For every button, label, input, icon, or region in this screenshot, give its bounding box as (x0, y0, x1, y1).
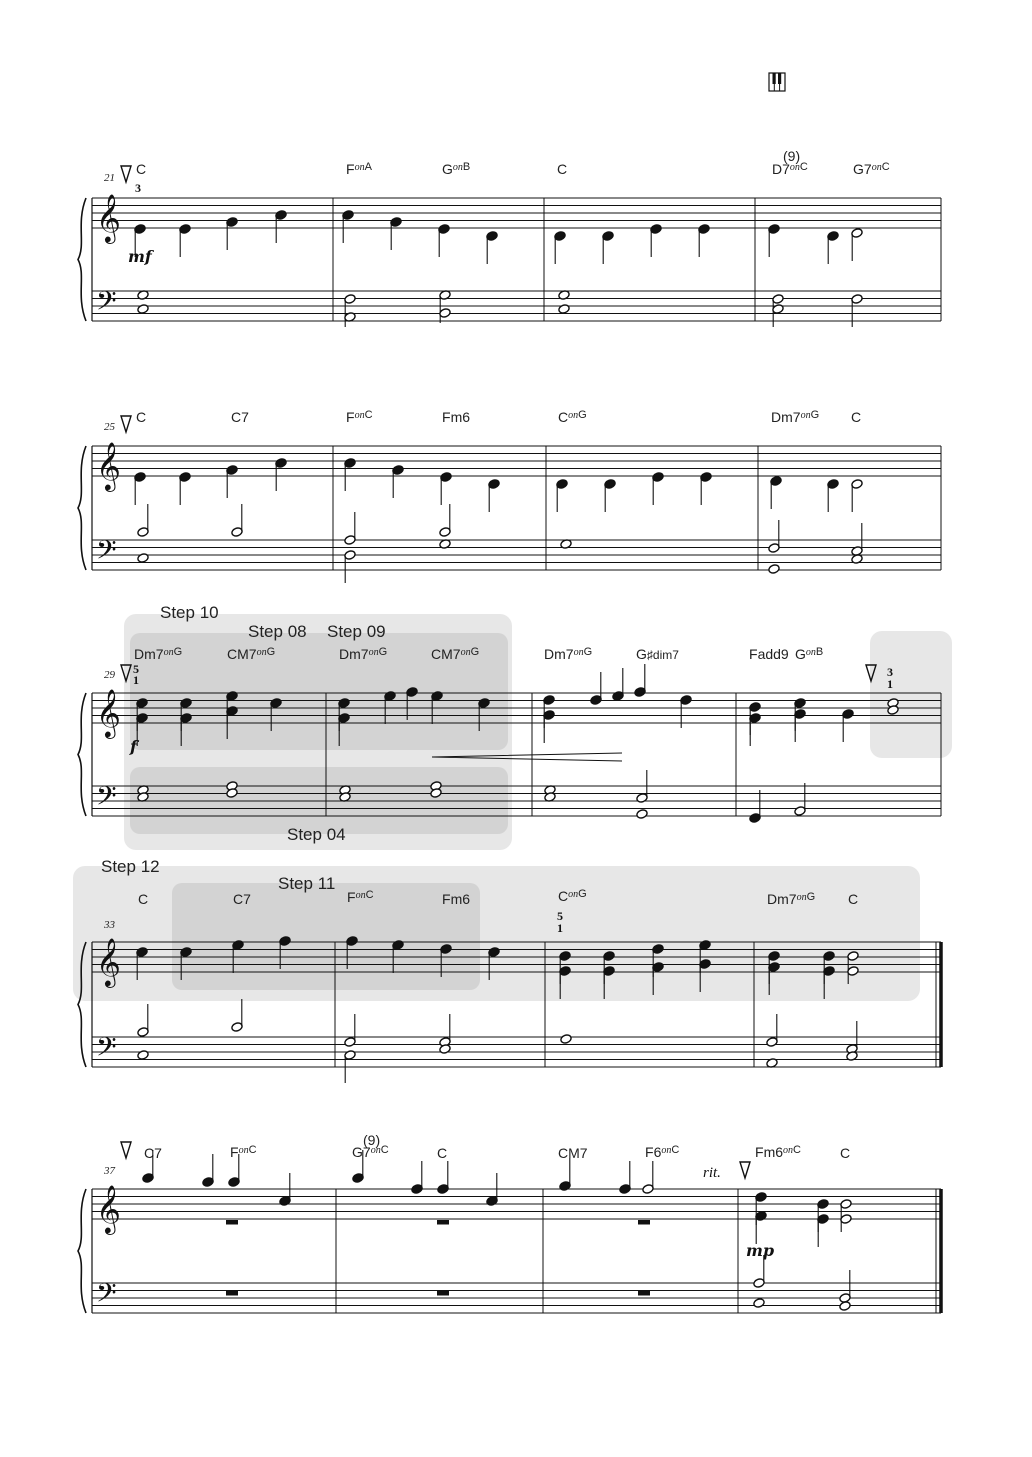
note (602, 231, 614, 264)
note (275, 210, 287, 243)
treble-clef-icon: 𝄞 (96, 937, 121, 986)
note (749, 713, 761, 746)
note (202, 1154, 214, 1187)
chord-symbol: G♯dim7 (636, 646, 679, 662)
treble-staff (92, 446, 941, 476)
note (344, 294, 356, 327)
grand-staff-system (78, 1184, 941, 1315)
whole-rest (226, 1291, 238, 1296)
note (619, 1161, 631, 1194)
chord-symbol: $F^{on}C$ (230, 1144, 257, 1160)
note (439, 1014, 451, 1047)
bass-clef-icon: 𝄢 (96, 285, 117, 323)
measure-number: 25 (104, 421, 115, 433)
note (560, 1034, 572, 1045)
note (612, 668, 624, 701)
note (636, 770, 648, 803)
note (342, 210, 354, 243)
bass-staff (92, 540, 941, 570)
dynamic-mark: mp (746, 1241, 775, 1260)
chord-symbol: $F^{on}A$ (346, 161, 372, 177)
step-11-label: Step 11 (278, 874, 336, 893)
note (755, 1211, 767, 1244)
measure-number: 21 (104, 172, 115, 184)
note (650, 224, 662, 257)
bass-staff (92, 1283, 941, 1313)
note (554, 231, 566, 264)
note (439, 504, 451, 537)
chord-symbol: $CM7^{on}G$ (227, 646, 276, 662)
treble-staff (92, 198, 941, 228)
chord-symbol: C7 (233, 891, 251, 907)
note (558, 304, 570, 315)
chord-symbol: $Dm7^{on}G$ (544, 646, 593, 662)
note (753, 1255, 765, 1288)
grand-staff-system (78, 193, 941, 323)
fingering: 5 (557, 909, 563, 923)
measure-number: 37 (104, 1165, 115, 1177)
whole-rest (226, 1220, 238, 1225)
note (846, 1021, 858, 1054)
chord-symbol: $F^{on}C$ (346, 409, 373, 425)
grand-staff-system (78, 441, 941, 572)
note (794, 783, 806, 816)
note (839, 1270, 851, 1303)
note (231, 999, 243, 1032)
note (344, 1014, 356, 1047)
chord-top: (9) (363, 1132, 381, 1148)
treble-clef-icon: 𝄞 (96, 1184, 121, 1233)
triangle-mark-icon (740, 1162, 750, 1178)
brace (78, 198, 86, 321)
chord-symbol: $Dm7^{on}G$ (134, 646, 183, 662)
dynamic-mark: f (130, 737, 137, 756)
note (768, 564, 780, 575)
triangle-mark-icon (121, 166, 131, 182)
brace (78, 693, 86, 816)
chord-symbol: $Fm6^{on}C$ (755, 1144, 801, 1160)
chord-symbol: C (840, 1145, 851, 1161)
bass-clef-icon: 𝄢 (96, 1031, 117, 1069)
note (700, 472, 712, 505)
note (137, 1050, 149, 1061)
chord-symbol: $Dm7^{on}G$ (771, 409, 820, 425)
note (766, 1014, 778, 1047)
chord-symbol: $C^{on}G$ (558, 409, 587, 425)
note (179, 224, 191, 257)
note (768, 224, 780, 257)
triangle-mark-icon (121, 1142, 131, 1158)
note (851, 479, 863, 512)
note (604, 479, 616, 512)
chord-symbol: $F6^{on}C$ (645, 1144, 680, 1160)
note (770, 476, 782, 509)
highlight-tie-right (870, 631, 952, 758)
chord-symbol: C (437, 1145, 448, 1161)
note (438, 224, 450, 257)
note (698, 224, 710, 257)
note (842, 709, 854, 742)
fingering: 1 (557, 921, 563, 935)
note (137, 553, 149, 564)
note (279, 1173, 291, 1206)
chord-symbol: $Dm7^{on}G$ (767, 891, 816, 907)
measure-number: 29 (104, 669, 115, 681)
chord-symbol: $C^{on}G$ (558, 888, 587, 904)
bass-staff (92, 291, 941, 321)
chord-symbol: C (557, 161, 568, 177)
chord-symbol: $G7^{on}C$ (352, 1144, 389, 1160)
note (179, 472, 191, 505)
fingering: 1 (887, 677, 893, 691)
chord-symbol: Fadd9 (749, 646, 789, 662)
grand-staff-system (78, 937, 941, 1069)
chord-symbol: Fm6 (442, 891, 471, 907)
note (411, 1161, 423, 1194)
chord-symbol: C7 (231, 409, 249, 425)
note (634, 664, 646, 697)
note (827, 231, 839, 264)
chord-symbol: Fm6 (442, 409, 471, 425)
whole-rest (437, 1291, 449, 1296)
note (137, 504, 149, 537)
bass-clef-icon: 𝄢 (96, 1277, 117, 1315)
step-08-label: Step 08 (248, 622, 307, 641)
tempo-mark-rit: rit. (703, 1165, 721, 1181)
piano-keys-icon (769, 73, 785, 91)
note (652, 472, 664, 505)
note (636, 809, 648, 820)
note (390, 217, 402, 250)
note (231, 504, 243, 537)
chord-symbol: $D7^{on}C$ (772, 161, 808, 177)
note (137, 1004, 149, 1037)
treble-clef-icon: 𝄞 (96, 441, 121, 490)
chord-symbol: $G^{on}B$ (795, 646, 824, 662)
note (486, 231, 498, 264)
triangle-mark-icon (121, 416, 131, 432)
whole-rest (437, 1220, 449, 1225)
chord-symbol: CM7 (558, 1145, 588, 1161)
fingering: 3 (887, 665, 893, 679)
chord-symbol: C7 (144, 1145, 162, 1161)
note (344, 512, 356, 545)
chord-symbol: C (136, 409, 147, 425)
bass-clef-icon: 𝄢 (96, 534, 117, 572)
note (486, 1173, 498, 1206)
brace (78, 446, 86, 570)
chord-symbol: C (851, 409, 862, 425)
bass-clef-icon: 𝄢 (96, 780, 117, 818)
note (817, 1214, 829, 1247)
note (794, 709, 806, 742)
note (275, 458, 287, 491)
fingering: 1 (133, 673, 139, 687)
note (749, 790, 761, 823)
fingering: 5 (133, 662, 139, 676)
note (851, 228, 863, 261)
step-highlights (73, 614, 952, 1001)
note (344, 550, 356, 583)
note (488, 479, 500, 512)
dynamic-mark: mf (128, 247, 152, 266)
chord-symbol: C (138, 891, 149, 907)
note (134, 472, 146, 505)
note (137, 304, 149, 315)
note (839, 1301, 851, 1312)
chord-symbol: $G7^{on}C$ (853, 161, 890, 177)
note (226, 465, 238, 498)
bass-staff (92, 1037, 941, 1067)
note (437, 1161, 449, 1194)
chord-symbol: $CM7^{on}G$ (431, 646, 480, 662)
note (344, 1050, 356, 1083)
treble-clef-icon: 𝄞 (96, 193, 121, 242)
note (392, 465, 404, 498)
note (768, 520, 780, 553)
brace (78, 1189, 86, 1313)
chord-top: (9) (783, 148, 801, 164)
step-04-label: Step 04 (287, 825, 346, 844)
note (753, 1298, 765, 1309)
chord-symbol: $G^{on}B$ (442, 161, 471, 177)
chord-symbol: $F^{on}C$ (347, 889, 374, 905)
note (559, 1158, 571, 1191)
note (543, 710, 555, 743)
highlight-step-11 (172, 883, 480, 990)
step-12-label: Step 12 (101, 857, 160, 876)
note (440, 472, 452, 505)
step-10-label: Step 10 (160, 603, 219, 622)
treble-staff (92, 1189, 941, 1219)
whole-rest (638, 1291, 650, 1296)
whole-rest (638, 1220, 650, 1225)
note (590, 672, 602, 705)
note (642, 1161, 654, 1194)
note (344, 458, 356, 491)
note (827, 479, 839, 512)
chord-symbol: $Dm7^{on}G$ (339, 646, 388, 662)
note (851, 294, 863, 327)
chord-symbol: C (848, 891, 859, 907)
chord-symbol: C (136, 161, 147, 177)
note (556, 479, 568, 512)
step-09-label: Step 09 (327, 622, 386, 641)
note (226, 217, 238, 250)
fingering: 3 (135, 181, 141, 195)
treble-clef-icon: 𝄞 (96, 688, 121, 737)
measure-number: 33 (104, 919, 115, 931)
